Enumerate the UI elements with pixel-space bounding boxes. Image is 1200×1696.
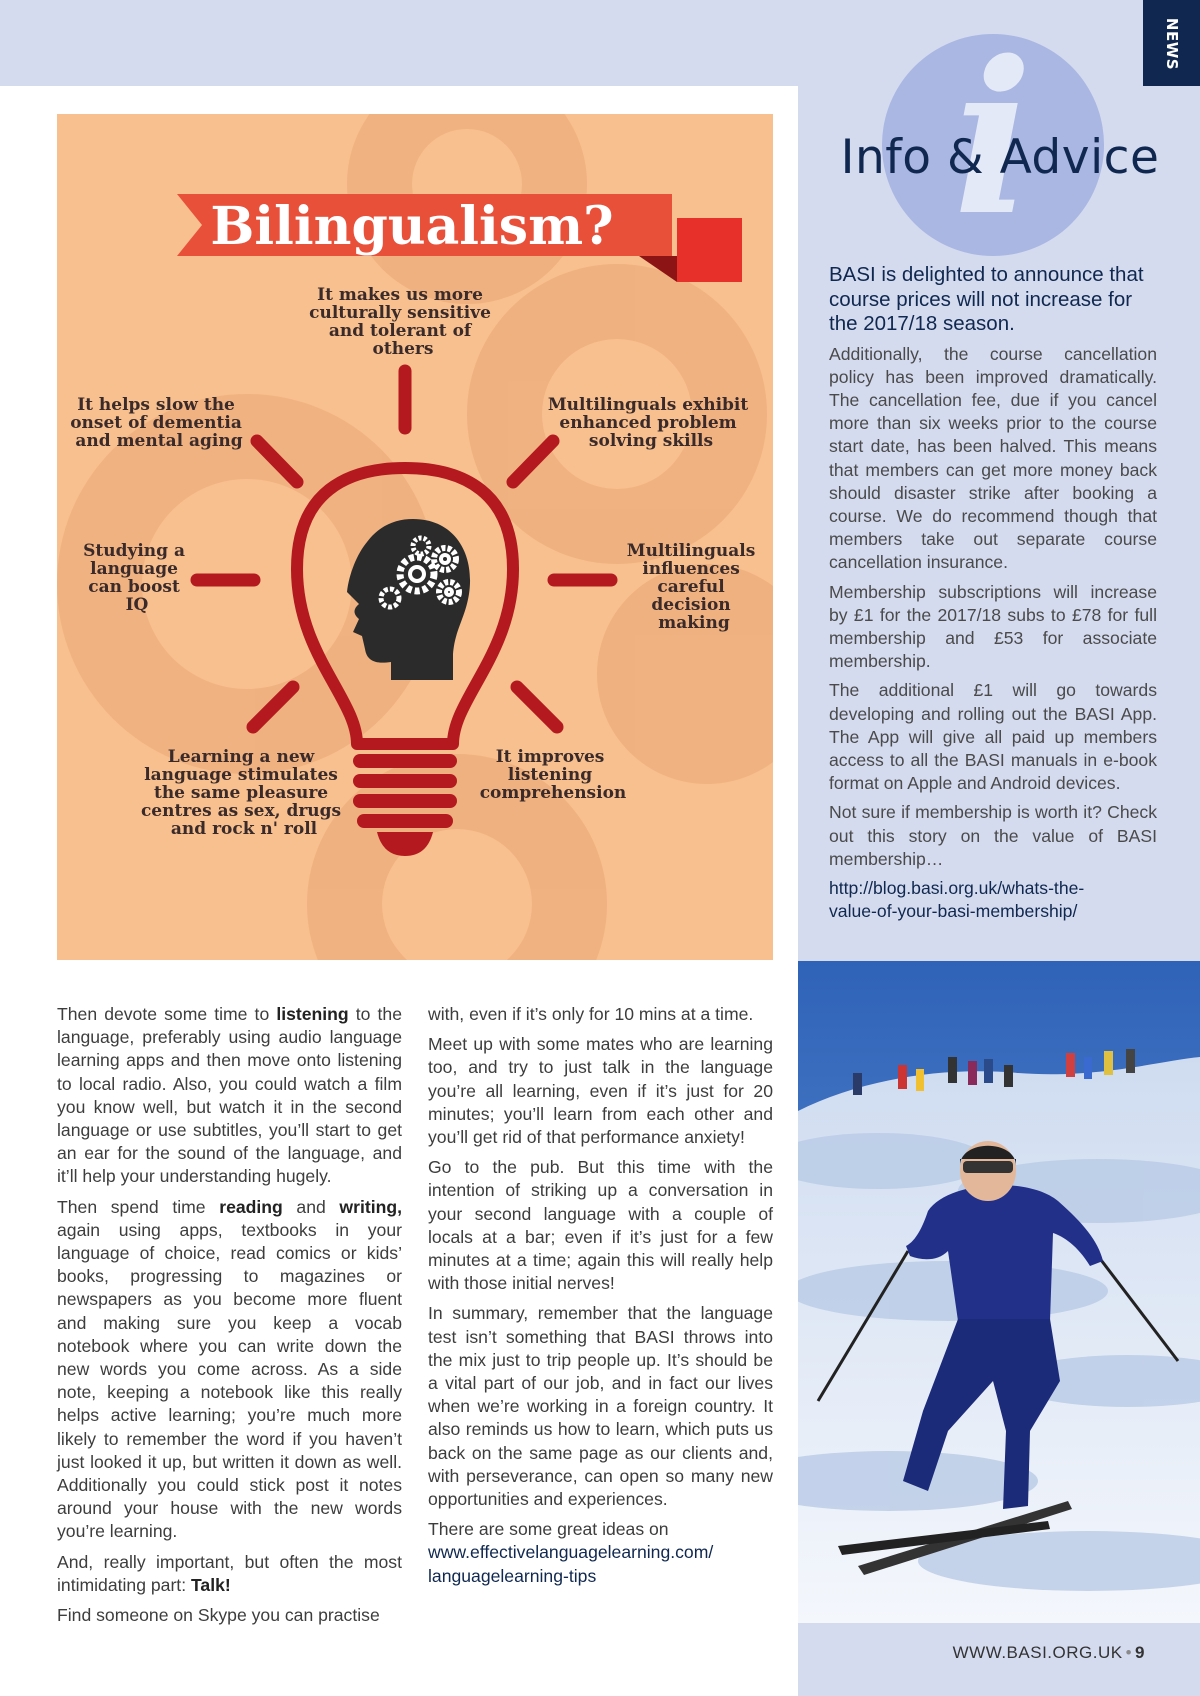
fact-problem-solving: Multilinguals exhibit enhanced problem solving skills — [547, 395, 749, 451]
article-paragraph: In summary, remember that the language test isn’t something that BASI throws into the mix just to trip people up. It’s should be a vital part of our job, and in fact our lives when we’re working in a foreign country. It also reminds us how to learn, which puts us back on the same page as our clients and, with perseverance, can open so many new opportunities and experiences. — [428, 1303, 773, 1510]
bilingualism-infographic — [57, 114, 773, 960]
sidebar-paragraph: The additional £1 will go towards developing and rolling out the BASI App. The App will give all paid up members access to all the BASI manuals in e-book format on Apple and Android devices. — [829, 680, 1157, 794]
membership-link[interactable]: http://blog.basi.org.uk/whats-the- value-of-your-basi-membership/ — [829, 877, 1085, 922]
sidebar-paragraph: Additionally, the course cancellation policy has been improved dramatically. The cancellation fee, due if you cancel more than six weeks prior to the course start date, has been halved. This means that members can get more money back should disaster strike after booking a course. We do recommend though that members take out separate course cancellation insurance. — [829, 343, 1157, 573]
fact-listening: It improves listening comprehension — [479, 747, 627, 803]
article-paragraph: with, even if it’s only for 10 mins at a time. — [428, 1004, 754, 1024]
article-paragraph: Meet up with some mates who are learning too, and try to just talk in the language you’re all learning, even if it’s just for 20 minutes; you’ll learn from each other and you’ll get rid of that performance anxiety! — [428, 1034, 773, 1148]
fact-decision-making: Multilinguals influences careful decision making — [626, 541, 756, 633]
sidebar-lead: BASI is delighted to announce that course prices will not increase for the 2017/18 season. — [829, 263, 1144, 335]
language-learning-link[interactable]: www.effectivelanguagelearning.com/ languagelearning-tips — [428, 1542, 714, 1586]
article-paragraph: There are some great ideas on — [428, 1519, 669, 1540]
fact-dementia: It helps slow the onset of dementia and mental aging — [70, 395, 243, 451]
ribbon-tail — [677, 218, 742, 282]
bulb-thread — [353, 754, 457, 768]
article-paragraph: And, really important, but often the most intimidating part: Talk! — [57, 1551, 402, 1595]
fact-pleasure-centres: Learning a new language stimulates the same pleasure centres as sex, drugs and rock n' roll — [140, 747, 342, 839]
fact-cultural: It makes us more culturally sensitive and tolerant of others — [309, 285, 491, 359]
sidebar-paragraph: Membership subscriptions will increase by £1 for the 2017/18 subs to £78 for full membership and £53 for associate membership. — [829, 581, 1157, 672]
article-paragraph: Go to the pub. But this time with the intention of striking up a conversation in your second language with a couple of locals at a bar; even if it’s just for a few minutes at a time; again this will really help with those initial nerves! — [428, 1157, 773, 1294]
info-i-icon: i — [953, 15, 1033, 262]
page-number: 9 — [1135, 1643, 1145, 1662]
article-column-right — [428, 1003, 773, 1595]
infographic-title: Bilingualism? — [210, 196, 614, 257]
bulb-thread — [353, 774, 457, 788]
footer-separator: • — [1125, 1643, 1133, 1662]
article-paragraph: Then spend time reading and writing, again using apps, textbooks in your language of choice, read comics or kids’ books, progressing to magazines or newspapers as you become more fluent and making sure you keep a vocab notebook where you can write down the new words you come across. As a side note, keeping a notebook like this really helps active learning; you’re much more likely to remember the word if you haven’t just looked it up, but written it down as well. Additionally you could stick post it notes around your house with the new words you’re learning. — [57, 1196, 402, 1542]
news-section-tab — [1143, 0, 1200, 86]
bulb-thread — [357, 814, 453, 828]
fact-iq: Studying a language can boost IQ — [83, 541, 185, 615]
sidebar-text — [829, 263, 1157, 929]
page-footer — [860, 1643, 1145, 1663]
bulb-thread — [353, 794, 457, 808]
article-paragraph: Then devote some time to listening to the language, preferably using audio language learning apps and then move onto listening to local radio. Also, you could watch a film you know well, but watch it in the second language or use subtitles, you’ll start to get an ear for the sound of the language, and it’ll help your understanding hugely. — [57, 1004, 402, 1187]
sidebar-title: Info & Advice — [840, 130, 1160, 185]
article-column-left — [57, 1003, 402, 1634]
skier-photo — [798, 961, 1200, 1623]
news-tab-label: NEWS — [1162, 17, 1181, 71]
sidebar-paragraph: Not sure if membership is worth it? Check out this story on the value of BASI membership… — [829, 802, 1157, 869]
article-paragraph: Find someone on Skype you can practise — [57, 1605, 380, 1626]
footer-site: WWW.BASI.ORG.UK — [952, 1643, 1123, 1662]
